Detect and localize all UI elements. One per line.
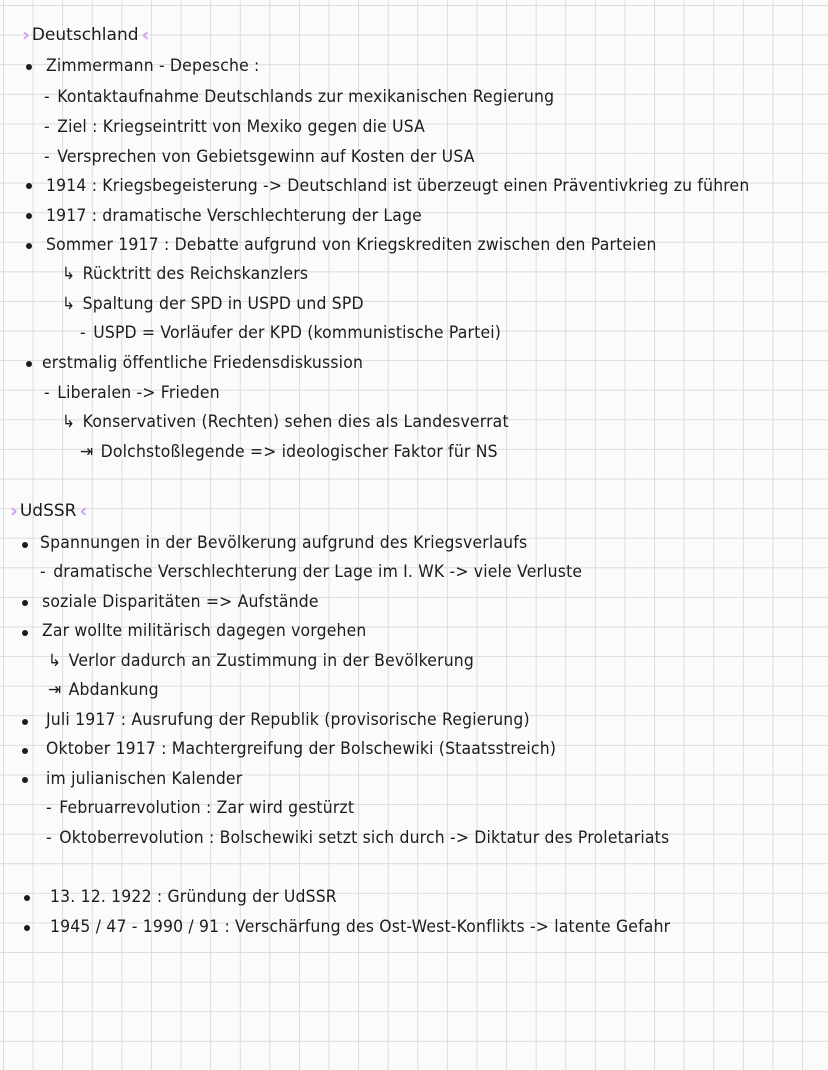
bullet-icon (26, 361, 32, 367)
chevron-left-icon: ‹ (79, 500, 88, 522)
dash-marker: - (44, 383, 50, 403)
note-line: Spannungen in der Bevölkerung aufgrund des Kriegsverlaufs (40, 533, 528, 553)
note-line: 1917 : dramatische Verschlechterung der Lage (46, 206, 422, 226)
chevron-right-icon: › (22, 24, 30, 46)
bullet-icon (26, 183, 32, 189)
turn-arrow-icon: ↳ (48, 651, 62, 671)
note-line: 13. 12. 1922 : Gründung der UdSSR (50, 887, 337, 907)
note-line: - USPD = Vorläufer der KPD (kommunistische Partei) (80, 323, 502, 343)
turn-arrow-icon: ↳ (62, 412, 76, 432)
note-line: Juli 1917 : Ausrufung der Republik (provisorische Regierung) (46, 710, 530, 730)
chevron-left-icon: ‹ (141, 24, 150, 46)
note-line: ↳ Konservativen (Rechten) sehen dies als Landesverrat (62, 412, 509, 432)
note-line: im julianischen Kalender (46, 769, 243, 789)
dash-marker: - (44, 87, 50, 107)
section-heading-udssr (10, 500, 87, 522)
note-line: ↳ Verlor dadurch an Zustimmung in der Bevölkerung (48, 651, 475, 671)
bullet-icon (22, 748, 28, 754)
turn-arrow-icon: ↳ (62, 294, 76, 314)
bullet-icon (26, 64, 32, 70)
bullet-icon (24, 925, 30, 931)
note-line: ↳ Rücktritt des Reichskanzlers (62, 264, 309, 284)
dash-marker: - (44, 147, 50, 167)
note-line: ↳ Spaltung der SPD in USPD und SPD (62, 294, 364, 314)
note-line: ⇥ Dolchstoßlegende => ideologischer Faktor für NS (80, 442, 498, 462)
dash-marker: - (46, 828, 52, 848)
note-line: - Liberalen -> Frieden (44, 383, 220, 403)
dash-marker: - (46, 798, 52, 818)
boxed-arrow-icon: ⇥ (48, 680, 62, 700)
bullet-icon (22, 777, 28, 783)
dash-marker: - (80, 323, 86, 343)
note-line: - Oktoberrevolution : Bolschewiki setzt sich durch -> Diktatur des Proletariats (46, 828, 670, 848)
bullet-icon (26, 243, 32, 249)
note-line: Zimmermann - Depesche : (46, 56, 260, 76)
boxed-arrow-icon: ⇥ (80, 442, 94, 462)
section-title: Deutschland (31, 25, 139, 45)
note-line: - Kontaktaufnahme Deutschlands zur mexikanischen Regierung (44, 87, 555, 107)
note-line: Oktober 1917 : Machtergreifung der Bolschewiki (Staatsstreich) (46, 739, 557, 759)
note-line: soziale Disparitäten => Aufstände (42, 592, 319, 612)
note-line: erstmalig öffentliche Friedensdiskussion (42, 353, 364, 373)
note-line: - Versprechen von Gebietsgewinn auf Kosten der USA (44, 147, 475, 167)
note-line: - dramatische Verschlechterung der Lage im I. WK -> viele Verluste (40, 562, 583, 582)
bullet-icon (26, 213, 32, 219)
bullet-icon (22, 719, 28, 725)
note-line: 1945 / 47 - 1990 / 91 : Verschärfung des Ost-West-Konflikts -> latente Gefahr (50, 917, 671, 937)
dash-marker: - (40, 562, 46, 582)
section-heading-deutschland (22, 24, 149, 46)
note-line: 1914 : Kriegsbegeisterung -> Deutschland ist überzeugt einen Präventivkrieg zu führen (46, 176, 750, 196)
note-line: Zar wollte militärisch dagegen vorgehen (42, 621, 367, 641)
dash-marker: - (44, 117, 50, 137)
bullet-icon (24, 895, 30, 901)
bullet-icon (22, 542, 28, 548)
note-line: ⇥ Abdankung (48, 680, 159, 700)
section-title: UdSSR (19, 501, 77, 521)
turn-arrow-icon: ↳ (62, 264, 76, 284)
note-line: - Februarrevolution : Zar wird gestürzt (46, 798, 355, 818)
bullet-icon (22, 600, 28, 606)
chevron-right-icon: › (10, 500, 18, 522)
bullet-icon (22, 630, 28, 636)
note-line: - Ziel : Kriegseintritt von Mexiko gegen die USA (44, 117, 426, 137)
note-line: Sommer 1917 : Debatte aufgrund von Kriegskrediten zwischen den Parteien (46, 235, 657, 255)
